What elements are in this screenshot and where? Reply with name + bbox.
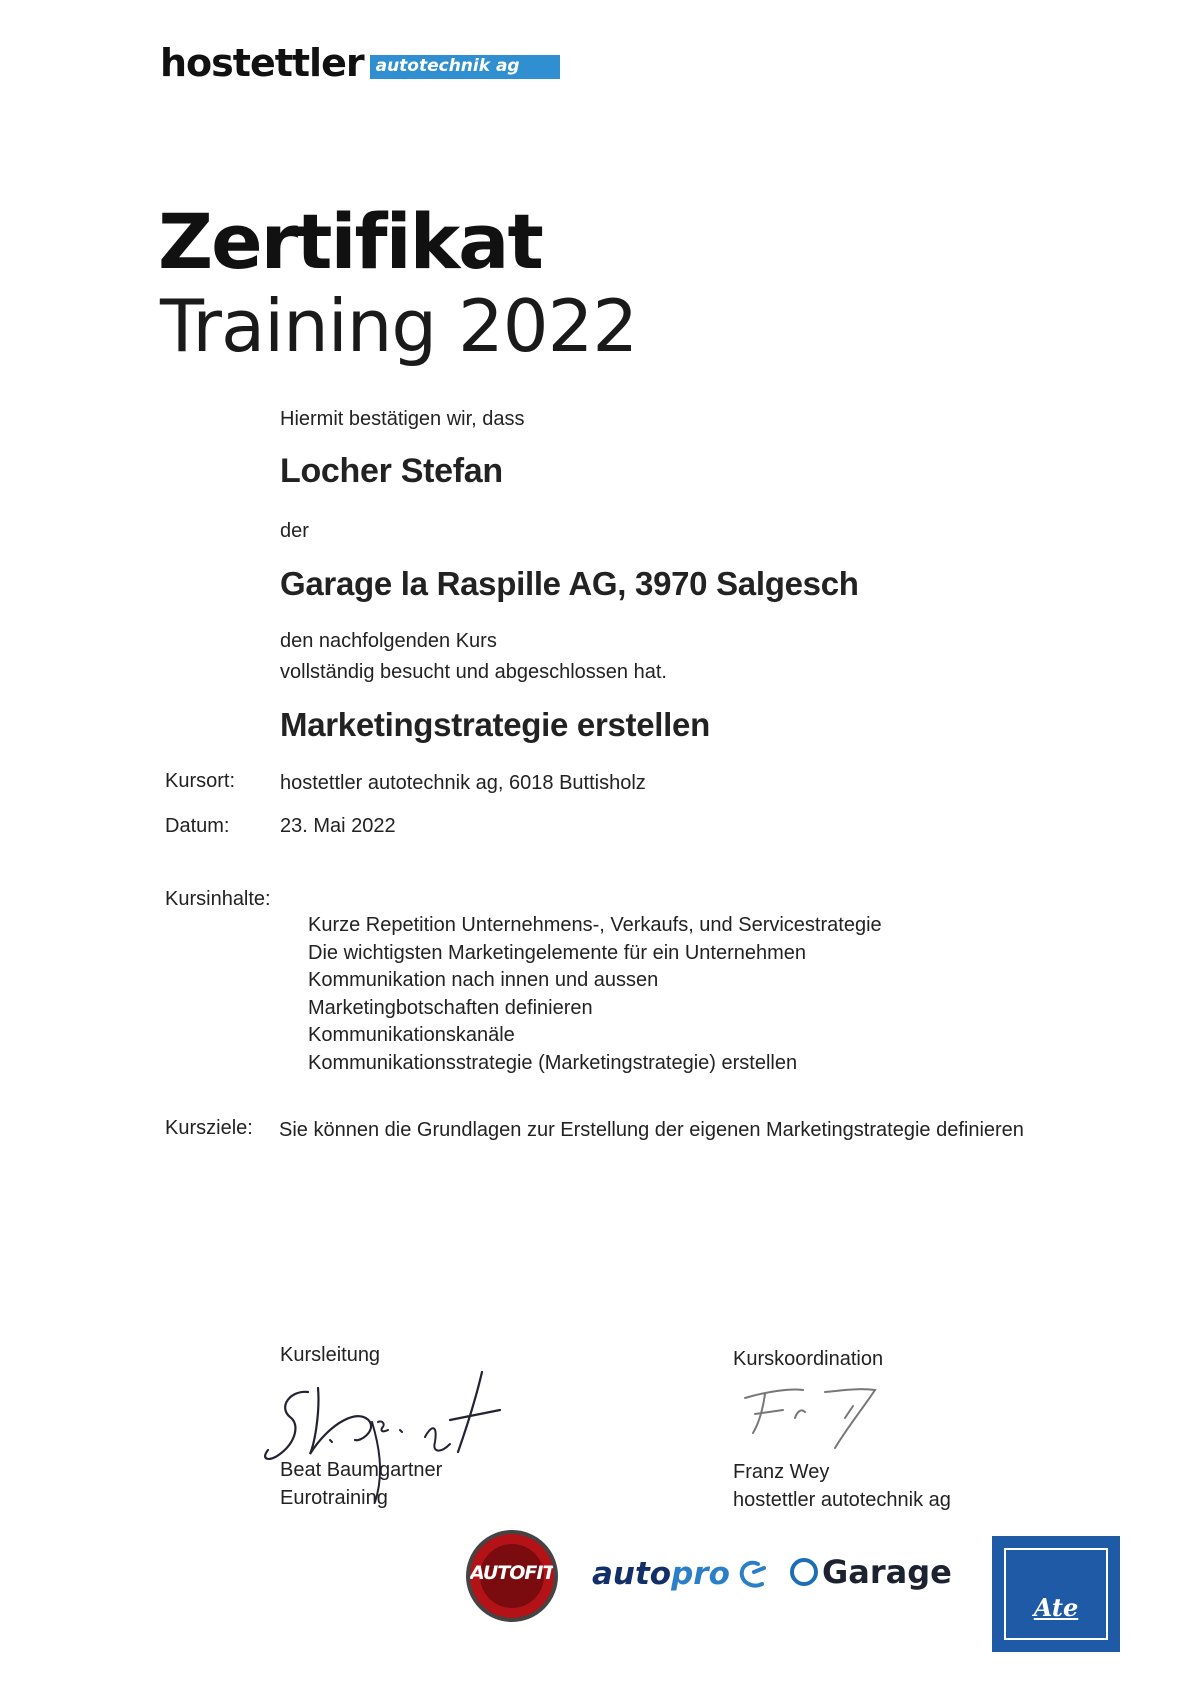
sig-left-role: Kursleitung xyxy=(280,1344,381,1366)
date-label: Datum: xyxy=(165,815,230,837)
certificate-title: Zertifikat xyxy=(158,197,542,286)
list-item: Kommunikation nach innen und aussen xyxy=(308,969,659,991)
list-item: Kurze Repetition Unternehmens-, Verkaufs, und Servicestrategie xyxy=(308,914,882,936)
company-name: Garage la Raspille AG, 3970 Salgesch xyxy=(280,565,859,602)
wrench-icon xyxy=(732,1558,768,1594)
sig-left-org: Eurotraining xyxy=(280,1487,388,1509)
list-item: Kommunikationskanäle xyxy=(308,1024,515,1046)
goals-label: Kursziele: xyxy=(165,1117,253,1139)
autofit-text: AUTOFIT xyxy=(470,1562,555,1584)
list-item: Die wichtigsten Marketingelemente für ein Unternehmen xyxy=(308,941,807,964)
statement-line-2: vollständig besucht und abgeschlossen hat. xyxy=(280,661,667,683)
brand-name: hostettler xyxy=(160,41,364,85)
egarage-text: Garage xyxy=(822,1553,952,1591)
statement-line-1: den nachfolgenden Kurs xyxy=(280,630,497,652)
brand-tag: autotechnik ag xyxy=(370,55,560,79)
ate-logo xyxy=(992,1536,1120,1652)
ate-text: Ate xyxy=(1033,1593,1079,1622)
sig-right-name: Franz Wey xyxy=(733,1461,830,1483)
autopro-logo xyxy=(592,1556,730,1592)
sig-left-name: Beat Baumgartner xyxy=(280,1459,443,1481)
ate-frame xyxy=(1004,1548,1108,1640)
course-name: Marketingstrategie erstellen xyxy=(280,706,710,743)
autofit-logo xyxy=(466,1530,558,1622)
sig-right-role: Kurskoordination xyxy=(733,1348,884,1370)
list-item: Kommunikationsstrategie (Marketingstrategie) erstellen xyxy=(308,1051,798,1074)
connector-text: der xyxy=(280,520,309,542)
participant-name: Locher Stefan xyxy=(280,452,503,490)
autopro-text-auto: auto xyxy=(592,1556,672,1592)
sig-right-org: hostettler autotechnik ag xyxy=(733,1489,951,1511)
e-icon xyxy=(790,1558,818,1586)
list-item: Marketingbotschaften definieren xyxy=(308,996,593,1019)
date-value: 23. Mai 2022 xyxy=(280,815,396,837)
location-label: Kursort: xyxy=(165,770,236,792)
contents-label: Kursinhalte: xyxy=(165,888,271,910)
hostettler-logo xyxy=(160,41,560,85)
contents-list xyxy=(308,912,882,1077)
egarage-logo xyxy=(790,1553,952,1591)
location-value: hostettler autotechnik ag, 6018 Buttisholz xyxy=(280,772,646,794)
signature-right xyxy=(735,1378,895,1458)
autopro-text-pro: pro xyxy=(671,1556,730,1592)
intro-text: Hiermit bestätigen wir, dass xyxy=(280,408,525,430)
goals-value: Sie können die Grundlagen zur Erstellung der eigenen Marketingstrategie definieren xyxy=(279,1119,1024,1141)
certificate-subtitle: Training 2022 xyxy=(160,284,638,368)
